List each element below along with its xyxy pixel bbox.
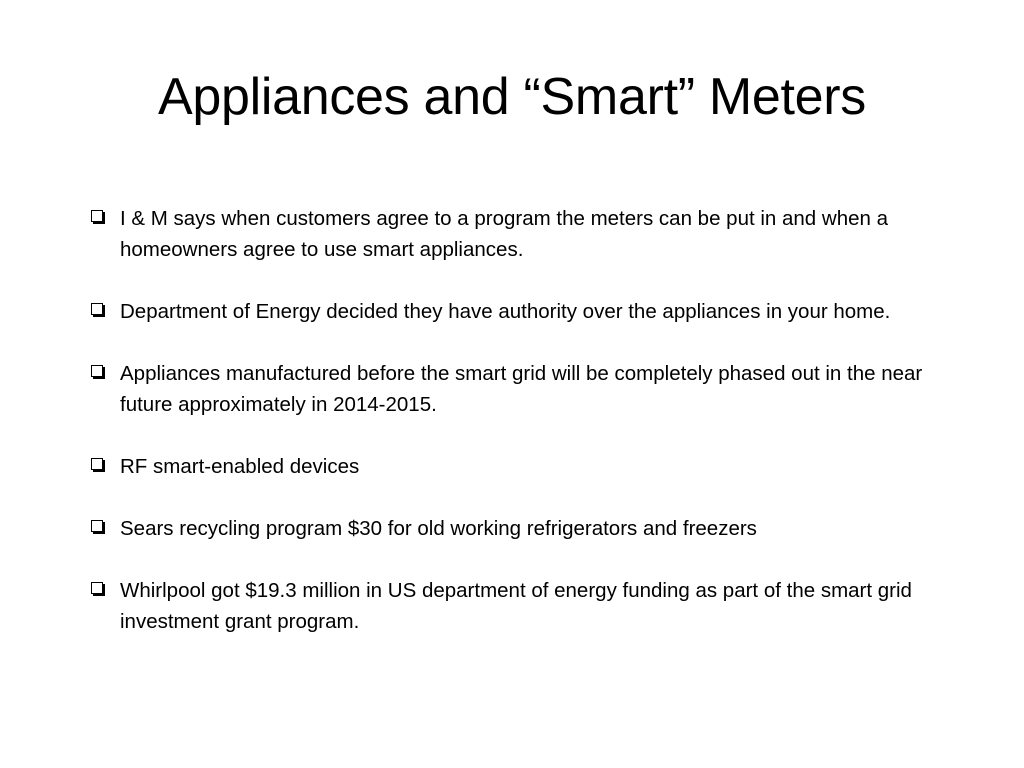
checkbox-square-icon <box>91 458 103 470</box>
bullet-list <box>89 203 969 668</box>
bullet-item-6 <box>89 575 969 637</box>
bullet-text-6: Whirlpool got $19.3 million in US department of energy funding as part of the smart grid investment grant program. <box>120 579 912 633</box>
bullet-text-5: Sears recycling program $30 for old working refrigerators and freezers <box>120 517 757 540</box>
bullet-text-2: Department of Energy decided they have authority over the appliances in your home. <box>120 300 891 323</box>
checkbox-square-icon <box>91 365 103 377</box>
checkbox-square-icon <box>91 582 103 594</box>
bullet-item-5 <box>89 513 969 544</box>
bullet-item-4 <box>89 451 969 482</box>
checkbox-square-icon <box>91 210 103 222</box>
slide-title: Appliances and “Smart” Meters <box>157 68 867 126</box>
bullet-item-2 <box>89 296 969 327</box>
bullet-text-4: RF smart-enabled devices <box>120 455 360 478</box>
checkbox-square-icon <box>91 520 103 532</box>
bullet-text-1: I & M says when customers agree to a program the meters can be put in and when a homeowners agree to use smart appliances. <box>120 207 889 261</box>
bullet-item-3 <box>89 358 969 420</box>
bullet-item-1 <box>89 203 969 265</box>
checkbox-square-icon <box>91 303 103 315</box>
bullet-text-3: Appliances manufactured before the smart grid will be completely phased out in the near future approximately in 2014-2015. <box>120 362 923 416</box>
